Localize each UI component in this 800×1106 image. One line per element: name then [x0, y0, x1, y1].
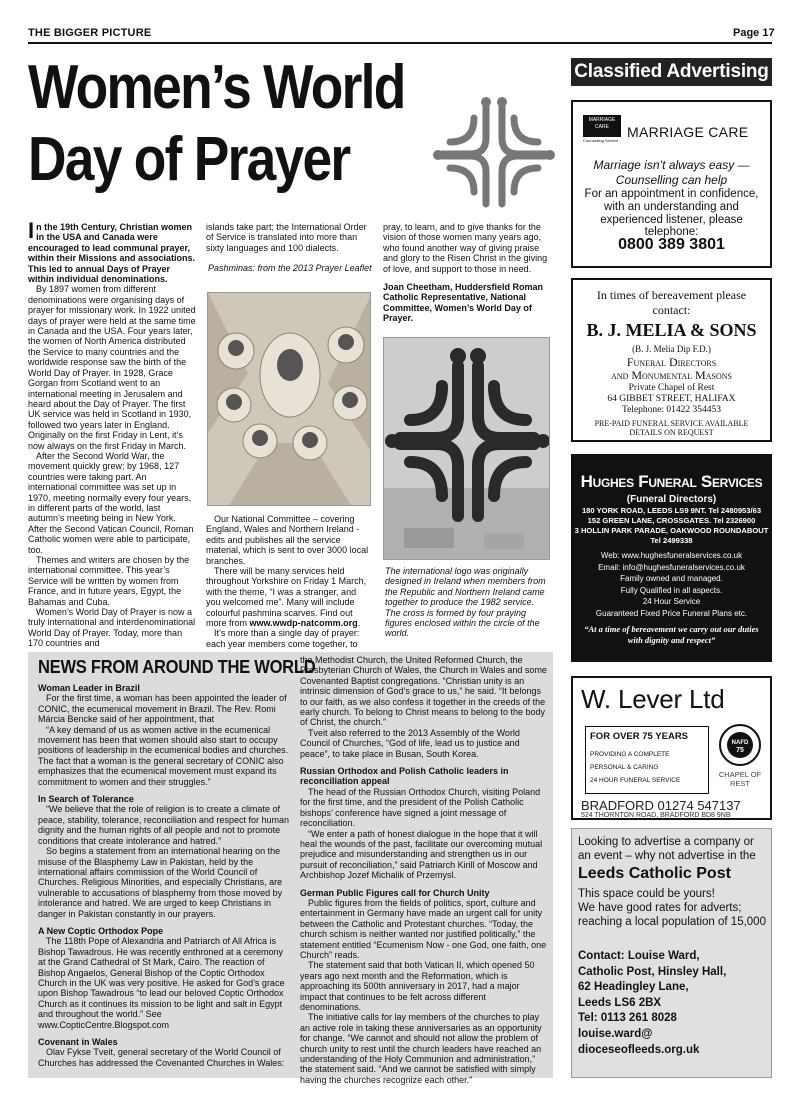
logo-photo [383, 337, 550, 560]
lever-address: 524 THORNTON ROAD, BRADFORD BD8 9NB [581, 812, 731, 819]
logo-caption: The international logo was originally designed in Ireland when members from the Republic and Northern Ireland came together to produce the 1982 service. The cross is formed by four praying figures enclosed within the circle of the world. [385, 566, 546, 639]
article-paragraph: Women’s World Day of Prayer is now a truly international and interdenominational World Day of Prayer. Today, more than 170 countries and [28, 607, 196, 649]
news-subhead: Woman Leader in Brazil [38, 683, 140, 693]
advertise-promo [571, 828, 772, 1078]
promo-email[interactable]: louise.ward@ dioceseofleeds.org.uk [578, 1027, 700, 1056]
melia-ad [571, 278, 772, 442]
article-column-2-lower [206, 514, 372, 649]
lever-ad [571, 676, 772, 820]
article-column-2 [206, 222, 372, 274]
news-heading: NEWS FROM AROUND THE WORLD [38, 657, 316, 677]
wwdp-logo [430, 96, 558, 214]
headline [28, 52, 475, 196]
hughes-quote: “At a time of bereavement we carry out our duties with dignity and respect” [584, 624, 759, 645]
article-paragraph: Themes and writers are chosen by the international committee. This year’s Service will be written by women from France, and in future years, Egypt, the Bahamas and Cuba. [28, 555, 190, 607]
hughes-web[interactable]: Web: www.hughesfuneralservices.co.uk [600, 551, 743, 560]
article-paragraph: After the Second World War, the movement quickly grew; by 1968, 127 countries were taking part. An international committee was set up in 1970, meeting normally every four years, in different parts of the world, last autumn’s meeting being in New York. After the Second Vatican Council, Roman Catholic women were able to participate, too. [28, 450, 194, 555]
news-paragraph: “We enter a path of honest dialogue in the hope that it will heal the wounds of the past, facilitate our overcoming mutual prejudice and misunderstanding and strengthen us in our pursuit of reconciliation,” said Patriarch Kirill of Moscow and Archbishop Jozef Michalik of Przemysl. [300, 828, 543, 881]
news-paragraph: The initiative calls for lay members of the churches to play an active role in taking these anniversaries as an opportunity for change. “We cannot and should not allow the problem of church unity to rest until the church leaders have reached an understanding of the Holy Communion and administration,” the statement said. “And we cannot be satisfied with simply having the churches recognize each other.” [300, 1012, 542, 1085]
lever-services: PROVIDING A COMPLETE PERSONAL & CARING 24 HOUR FUNERAL SERVICE [590, 751, 681, 784]
melia-services: Funeral Directors and Monumental Masons [611, 355, 732, 382]
promo-contact: Contact: Louise Ward, Catholic Post, Hinsley Hall, 62 Headingley Lane, Leeds LS6 2BX Tel: 0113 261 8028 louise.ward@ dioceseofleeds.org.uk [578, 949, 768, 1058]
lever-phone: BRADFORD 01274 547137 [581, 798, 741, 813]
lever-years: FOR OVER 75 YEARS [590, 731, 689, 742]
hughes-addresses: 180 YORK ROAD, LEEDS LS9 9NT. Tel 2480953/63 152 GREEN LANE, CROSSGATES. Tel 2326900 3 HOLLIN PARK PARADE, OAKWOOD ROUNDABOUT Tel 2499338 [574, 506, 769, 545]
nafd-seal-icon [719, 724, 761, 766]
melia-name: B. J. MELIA & SONS [586, 320, 757, 340]
hughes-ad [571, 454, 772, 662]
news-subhead: Covenant in Wales [38, 1037, 118, 1047]
headline-line-1: Women’s World [28, 53, 405, 122]
pashmina-photo [207, 292, 371, 506]
marriage-care-phone: 0800 389 3801 [618, 236, 725, 253]
news-paragraph: Public figures from the fields of politics, sport, culture and entertainment in Germany have made an urgent call for unity between the Catholic and Protestant churches. “Today, the church schism is neither wanted nor justified politically,” the statement entitled “Ecumenism Now - one God, one faith, one Church” reads. [300, 897, 547, 960]
svg-text:75: 75 [736, 747, 744, 754]
article-lead: In the 19th Century, Christian women in the USA and Canada were encouraged to lead communal prayer, within their Missions and associations. This led to annual Days of Prayer within individual denominations. [28, 218, 196, 285]
article-paragraph: Our National Committee – covering England, Wales and Northern Ireland - edits and publishes all the service material, which is sent to over 3000 local branches. [206, 514, 369, 566]
marriage-care-logo: MARRIAGE CARE [583, 115, 621, 137]
hughes-name: Hughes Funeral Services [580, 472, 763, 491]
marriage-care-logo-sub: Counselling Service [583, 138, 619, 143]
news-paragraph: the Methodist Church, the United Reformed Church, the Presbyterian Church of Wales, the Church in Wales and some Covenanted Baptist congregations. “Christian unity is an intrinsic dimension of God’s grace to us,” he said. “It belongs to our faith, as we also confess it together in the creeds of the early church. To belong to Christ means to belong to the body of Christ, the church.” [300, 655, 547, 728]
melia-sub: (B. J. Melia Dip F.D.) [632, 344, 711, 354]
news-column-left [38, 683, 291, 1068]
article-paragraph: By 1897 women from different denominations were organising days of prayer for missionary work. In 1922 united days of prayer were held at the same time in Canada and the USA. Four years later, the women of North America distributed the Service to many countries and the worldwide response saw the birth of the World Day of Prayer. In 1928, Grace Gorgan from Scotland went to an international meeting in Jerusalem and heard about the Day of Prayer. The first UK service was held in Scotland in 1930, followed two years later in England. Originally on the first Friday in Lent, it’s now always on the first Friday in March. [28, 284, 196, 451]
hughes-email[interactable]: Email: info@hughesfuneralservices.co.uk [598, 562, 745, 572]
marriage-care-body: For an appointment in confidence, with an understanding and experienced listener, please telephone: [584, 188, 759, 239]
news-subhead: In Search of Tolerance [38, 794, 134, 805]
news-paragraph: So begins a statement from an international hearing on the misuse of the Blasphemy Law in Pakistan, held by the international affairs commission of the World Council of Churches. Religious Minorities, and especially Christians, are vulnerable to accusations of blasphemy from those moved by intolerance and hatred. We are urged to keep Christians in danger in Pakistan constantly in our prayers. [38, 846, 283, 919]
melia-intro: In times of bereavement please contact: [596, 288, 747, 317]
lever-chapel: CHAPEL OF REST [718, 770, 762, 788]
lever-name: W. Lever Ltd [581, 684, 725, 714]
news-paragraph: Olav Fykse Tveit, general secretary of the World Council of Churches has addressed the Covenanted Churches in Wales: [38, 1047, 285, 1068]
news-subhead: A New Coptic Orthodox Pope [38, 925, 164, 936]
news-column-right [300, 655, 548, 1085]
article-paragraph: There will be many services held throughout Yorkshire on Friday 1 March, with the theme, “I was a stranger, and you welcomed me”. Many will include colourful pashmina scarves. Find out more from www.wwdp-natcomm.org. [206, 566, 367, 629]
section-label: THE BIGGER PICTURE [28, 27, 152, 39]
marriage-care-ad [571, 100, 772, 268]
wwdp-link[interactable]: www.wwdp-natcomm.org [249, 618, 358, 629]
news-subhead: Russian Orthodox and Polish Catholic leaders in reconciliation appeal [300, 766, 509, 787]
melia-prepaid: PRE-PAID FUNERAL SERVICE AVAILABLE DETAILS ON REQUEST [594, 419, 749, 437]
lever-services-box [585, 726, 709, 794]
news-paragraph: The head of the Russian Orthodox Church, visiting Poland for the first time, and the president of the Polish Catholic bishops’ conference have signed a joint message of reconciliation. [300, 786, 541, 829]
coptic-link[interactable]: www.CopticCentre.Blogspot.com [38, 1019, 170, 1030]
promo-intro: Looking to advertise a company or an event – why not advertise in the [578, 836, 756, 862]
article-paragraph: pray, to learn, and to give thanks for the vision of those women many years ago, who found another way of giving praise and glory to the Risen Christ in the giving of love, and support to those in need. [383, 222, 548, 274]
news-paragraph: “A key demand of us as women active in the ecumenical movement has been that women should also start to occupy positions of leadership in the ecumenical bodies and churches. The fact that a woman is the general secretary of CONIC also emphasizes that the ecumenical movement must expand its commitment to women and their struggles.” [38, 724, 289, 787]
article-paragraph: islands take part; the International Order of Service is translated into more than sixty languages and 100 dialects. [206, 222, 367, 253]
marriage-care-tagline: Marriage isn’t always easy — Counselling can help [593, 158, 750, 187]
news-paragraph: The 118th Pope of Alexandria and Patriarch of All Africa is Bishop Tawadrous. He was recently enthroned at a ceremony at the Grand Cathedral of St Mark, Cairo. The reaction of Bishop Angaelos, General Bishop of the Coptic Orthodox Church in the UK was very positive. He asked for God’s grace upon Bishop Tawadrous “to lead our beloved Coptic Orthodox Church as it continues its mission to be light and salt in Egypt and throughout the world.” See [38, 936, 285, 1020]
marriage-care-name: MARRIAGE CARE [627, 124, 749, 140]
drop-cap: I [28, 218, 35, 243]
hughes-info: Web: www.hughesfuneralservices.co.uk Email: info@hughesfuneralservices.co.uk Family owned and managed. Fully Qualified in all aspects. 24 Hour Service Guaranteed Fixed Price Funeral Plans etc. [573, 550, 770, 619]
article-byline: Joan Cheetham, Huddersfield Roman Catholic Representative, National Committee, Women’s World Day of Prayer. [383, 282, 544, 324]
news-panel [28, 652, 553, 1085]
hughes-sub: (Funeral Directors) [626, 494, 717, 505]
page-number: Page 17 [733, 27, 775, 39]
headline-line-2: Day of Prayer [28, 125, 350, 194]
article-column-1 [28, 218, 196, 649]
promo-body: This space could be yours! We have good rates for adverts; reaching a local population of 15,000 [578, 888, 766, 928]
classified-heading: Classified Advertising [571, 58, 772, 86]
promo-title: Leeds Catholic Post [578, 865, 731, 882]
news-paragraph: “We believe that the role of religion is to create a climate of peace, stability, tolerance, reconciliation and respect for human dignity and the human rights of all people and not to promote conditions that create intolerance and hatred.” [38, 804, 289, 846]
news-subhead: German Public Figures call for Church Unity [300, 887, 490, 898]
photo-caption: Pashminas: from the 2013 Prayer Leaflet [208, 263, 372, 274]
article-paragraph: It’s more than a single day of prayer: each year members come together, to [206, 628, 360, 649]
svg-text:NAFD: NAFD [731, 740, 749, 746]
news-paragraph: Tveit also referred to the 2013 Assembly of the World Council of Churches, “God of life, lead us to justice and peace”, to take place in Busan, South Korea. [300, 727, 520, 759]
news-paragraph: For the first time, a woman has been appointed the leader of CONIC, the ecumenical movement in Brazil. The Rev. Romi Márcia Bencke said of her appointment, that [38, 693, 287, 725]
article-column-3 [383, 222, 551, 324]
news-paragraph: The statement said that both Vatican II, which opened 50 years ago next month and the Reformation, which is approaching its 500th anniversary in 2017, had a major impact that continues to be felt across different denominations. [300, 960, 535, 1012]
header-rule [28, 42, 772, 44]
melia-details: Private Chapel of Rest 64 GIBBET STREET, HALIFAX Telephone: 01422 354453 [607, 383, 736, 415]
